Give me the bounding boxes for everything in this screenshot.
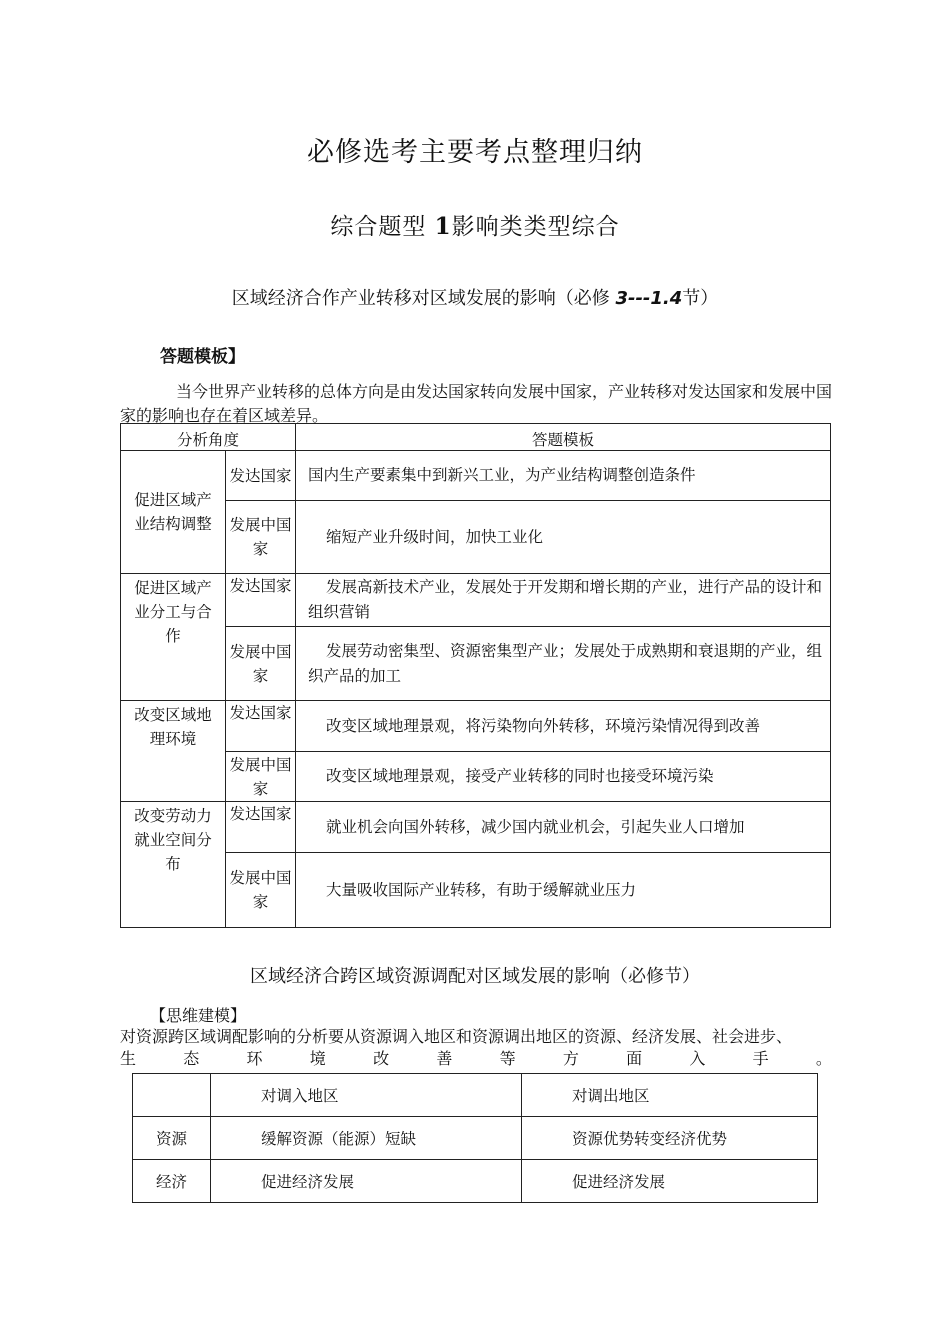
subtitle	[0, 208, 950, 241]
row-label: 经济	[133, 1160, 211, 1203]
header-analysis-angle: 分析角度	[121, 424, 296, 451]
analysis-char: 改	[373, 1049, 390, 1068]
country-cell: 发展中国家	[226, 627, 296, 701]
answer-cell: 就业机会向国外转移，减少国内就业机会，引起失业人口增加	[296, 802, 831, 853]
answer-cell: 发展高新技术产业，发展处于开发期和增长期的产业，进行产品的设计和组织营销	[296, 574, 831, 627]
answer-cell: 改变区域地理景观，将污染物向外转移，环境污染情况得到改善	[296, 701, 831, 752]
answer-cell: 大量吸收国际产业转移，有助于缓解就业压力	[296, 853, 831, 928]
analysis-paragraph	[120, 1026, 832, 1070]
import-cell: 缓解资源（能源）短缺	[211, 1117, 522, 1160]
analysis-line-2	[120, 1048, 832, 1070]
analysis-char: 善	[436, 1049, 453, 1068]
analysis-char: 入	[689, 1049, 706, 1068]
export-cell: 资源优势转变经济优势	[522, 1117, 818, 1160]
analysis-char: 环	[246, 1049, 263, 1068]
category-cell: 促进区域产业分工与合作	[121, 574, 226, 701]
country-cell: 发达国家	[226, 574, 296, 627]
header-export-region: 对调出地区	[522, 1074, 818, 1117]
country-cell: 发达国家	[226, 802, 296, 853]
section1-title-suffix: 节）	[682, 288, 719, 309]
answer-cell: 国内生产要素集中到新兴工业，为产业结构调整创造条件	[296, 451, 831, 501]
page-title: 必修选考主要考点整理归纳	[307, 137, 643, 168]
answer-cell: 发展劳动密集型、资源密集型产业；发展处于成熟期和衰退期的产业，组织产品的加工	[296, 627, 831, 701]
analysis-char: 手	[752, 1049, 769, 1068]
table-row	[121, 451, 831, 501]
table-row	[121, 574, 831, 627]
analysis-char: 生	[120, 1049, 137, 1068]
analysis-char: 方	[562, 1049, 579, 1068]
subtitle-number: 1	[434, 213, 452, 240]
export-cell: 促进经济发展	[522, 1160, 818, 1203]
table-row	[121, 501, 831, 574]
category-cell: 促进区域产业结构调整	[121, 451, 226, 574]
table-row	[121, 802, 831, 853]
impact-table	[120, 423, 831, 928]
analysis-line-1: 对资源跨区域调配影响的分析要从资源调入地区和资源调出地区的资源、经济发展、社会进步、	[120, 1027, 793, 1046]
country-cell: 发展中国家	[226, 501, 296, 574]
table-header-row	[121, 424, 831, 451]
table-header-row	[133, 1074, 818, 1117]
category-cell: 改变区域地理环境	[121, 701, 226, 802]
section1-title	[0, 284, 950, 310]
analysis-char: 境	[309, 1049, 326, 1068]
thinking-model-label: 【思维建模】	[150, 1006, 247, 1025]
header-empty	[133, 1074, 211, 1117]
country-cell: 发展中国家	[226, 752, 296, 802]
section1-title-number: 3---1.4	[615, 288, 683, 309]
table-row	[121, 752, 831, 802]
country-cell: 发达国家	[226, 701, 296, 752]
country-cell: 发展中国家	[226, 853, 296, 928]
table-row	[121, 853, 831, 928]
answer-cell: 缩短产业升级时间，加快工业化	[296, 501, 831, 574]
table-row	[133, 1117, 818, 1160]
analysis-char: 面	[626, 1049, 643, 1068]
answer-cell: 改变区域地理景观，接受产业转移的同时也接受环境污染	[296, 752, 831, 802]
resource-table	[132, 1073, 818, 1203]
subtitle-suffix: 影响类类型综合	[451, 214, 620, 240]
intro-paragraph: 当今世界产业转移的总体方向是由发达国家转向发展中国家，产业转移对发达国家和发展中国家的影响也存在着区域差异。	[120, 382, 833, 425]
header-answer-template: 答题模板	[296, 424, 831, 451]
section2-title: 区域经济合跨区域资源调配对区域发展的影响（必修节）	[250, 966, 700, 987]
analysis-char: 。	[815, 1049, 832, 1068]
table-row	[121, 627, 831, 701]
category-cell: 改变劳动力就业空间分布	[121, 802, 226, 928]
country-cell: 发达国家	[226, 451, 296, 501]
analysis-char: 等	[499, 1049, 516, 1068]
subtitle-prefix: 综合题型	[330, 214, 427, 240]
table-row	[133, 1160, 818, 1203]
table-row	[121, 701, 831, 752]
analysis-char: 态	[183, 1049, 200, 1068]
row-label: 资源	[133, 1117, 211, 1160]
section1-title-prefix: 区域经济合作产业转移对区域发展的影响（必修	[231, 288, 610, 309]
header-import-region: 对调入地区	[211, 1074, 522, 1117]
template-label: 答题模板】	[160, 347, 245, 367]
import-cell: 促进经济发展	[211, 1160, 522, 1203]
